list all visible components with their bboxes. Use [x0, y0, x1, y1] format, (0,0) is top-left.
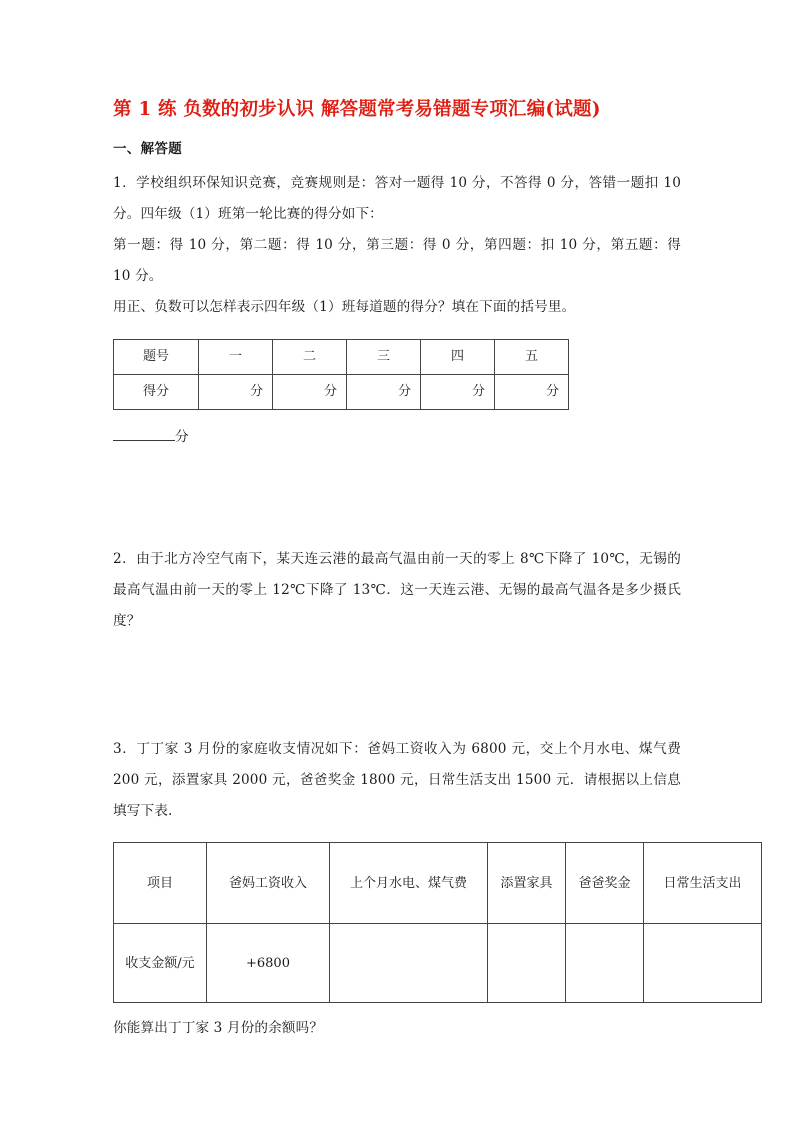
- budget-header-salary: 爸妈工资收入: [207, 843, 330, 924]
- budget-cell-salary[interactable]: +6800: [207, 924, 330, 1003]
- answer-blank-row: [113, 410, 681, 452]
- table-row: [114, 340, 569, 375]
- scores-question-no-4: 四: [421, 340, 495, 375]
- budget-header-utilities: 上个月水电、煤气费: [330, 843, 488, 924]
- scores-question-no-1: 一: [199, 340, 273, 375]
- budget-row-label: 收支金额/元: [114, 924, 207, 1003]
- table-header-row: [114, 843, 762, 924]
- section-heading-answer-questions: 一、解答题: [113, 140, 182, 157]
- table-row: [114, 924, 762, 1003]
- question-1-line-3: 用正、负数可以怎样表示四年级（1）班每道题的得分？填在下面的括号里。: [113, 299, 576, 316]
- scores-row-label: 题号: [114, 340, 199, 375]
- question-3-text: 3．丁丁家 3 月份的家庭收支情况如下：爸妈工资收入为 6800 元，交上个月水电、煤气费 200 元，添置家具 2000 元，爸爸奖金 1800 元，日常生活支出 1500 元．请根据以上信息填写下表.: [113, 741, 681, 820]
- budget-cell-living-expense[interactable]: [644, 924, 762, 1003]
- score-answer-cell-4[interactable]: 分: [421, 375, 495, 410]
- question-1: [113, 159, 681, 452]
- scores-table: [113, 339, 569, 410]
- question-2: [113, 544, 681, 637]
- question-2-text: 2．由于北方冷空气南下，某天连云港的最高气温由前一天的零上 8℃下降了 10℃，无锡的最高气温由前一天的零上 12℃下降了 13℃．这一天连云港、无锡的最高气温各是多少摄氏度？: [113, 551, 681, 630]
- question-1-line-2: 第一题：得 10 分，第二题：得 10 分，第三题：得 0 分，第四题：扣 10 分，第五题：得 10 分。: [113, 237, 681, 285]
- score-answer-cell-3[interactable]: 分: [347, 375, 421, 410]
- answer-blank-rule[interactable]: [113, 428, 175, 441]
- budget-header-bonus: 爸爸奖金: [566, 843, 644, 924]
- budget-cell-bonus[interactable]: [566, 924, 644, 1003]
- question-3: [113, 734, 742, 1042]
- budget-cell-furniture[interactable]: [488, 924, 566, 1003]
- worksheet-space-2: [113, 637, 681, 734]
- answer-blank-unit: 分: [175, 429, 189, 446]
- budget-header-furniture: 添置家具: [488, 843, 566, 924]
- question-1-line-1: 1．学校组织环保知识竞赛，竞赛规则是：答对一题得 10 分，不答得 0 分，答错一题扣 10 分。四年级（1）班第一轮比赛的得分如下：: [113, 175, 681, 223]
- worksheet-space-1: [113, 452, 681, 544]
- scores-row-label-points: 得分: [114, 375, 199, 410]
- score-answer-cell-5[interactable]: 分: [495, 375, 569, 410]
- score-answer-cell-2[interactable]: 分: [273, 375, 347, 410]
- question-3-closing-line: 你能算出丁丁家 3 月份的余额吗？: [113, 1020, 324, 1037]
- scores-question-no-3: 三: [347, 340, 421, 375]
- score-answer-cell-1[interactable]: 分: [199, 375, 273, 410]
- scores-question-no-2: 二: [273, 340, 347, 375]
- scores-question-no-5: 五: [495, 340, 569, 375]
- table-row: [114, 375, 569, 410]
- page-title: 第 1 练 负数的初步认识 解答题常考易错题专项汇编(试题): [113, 99, 601, 120]
- budget-cell-utilities[interactable]: [330, 924, 488, 1003]
- budget-header-item: 项目: [114, 843, 207, 924]
- budget-table: [113, 842, 762, 1003]
- budget-header-living-expense: 日常生活支出: [644, 843, 762, 924]
